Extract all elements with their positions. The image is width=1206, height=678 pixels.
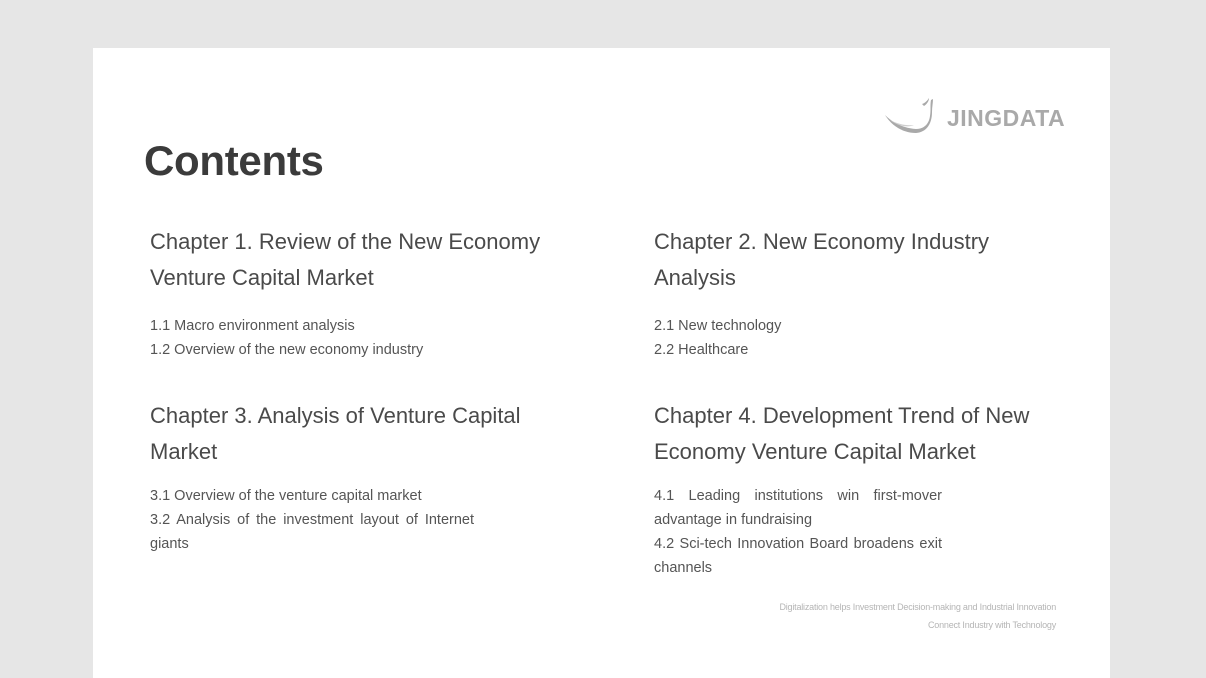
chapter-title: Chapter 1. Review of the New Economy Venture Capital Market (150, 229, 541, 290)
chapter-2 (654, 224, 1054, 362)
section-item: 1.1 Macro environment analysis (150, 318, 355, 334)
chapter-title: Chapter 2. New Economy Industry Analysis (654, 229, 990, 290)
section-item: 3.2 Analysis of the investment layout of Internet giants (150, 512, 474, 552)
slide-page (93, 48, 1110, 678)
chapter-title: Chapter 3. Analysis of Venture Capital Market (150, 403, 521, 464)
footer-line: Digitalization helps Investment Decision-making and Industrial Innovation (779, 602, 1056, 612)
section-list (654, 484, 1054, 580)
whale-icon (884, 98, 944, 138)
brand-logo (884, 98, 1066, 138)
chapter-4 (654, 398, 1054, 580)
section-item: 2.2 Healthcare (654, 342, 749, 358)
section-item: 4.1 Leading institutions win first-mover advantage in fundraising (654, 488, 942, 528)
chapter-3 (150, 398, 550, 556)
section-item: 4.2 Sci-tech Innovation Board broadens exit channels (654, 536, 942, 576)
brand-name: JINGDATA (947, 105, 1066, 131)
footer-tagline (779, 598, 1056, 634)
page-title: Contents (144, 137, 324, 184)
section-list (654, 314, 1054, 362)
section-item: 2.1 New technology (654, 318, 782, 334)
chapter-title: Chapter 4. Development Trend of New Economy Venture Capital Market (654, 403, 1030, 464)
chapter-1 (150, 224, 550, 362)
footer-line: Connect Industry with Technology (927, 620, 1056, 630)
section-list (150, 314, 550, 362)
section-list (150, 484, 550, 556)
section-item: 1.2 Overview of the new economy industry (150, 342, 424, 358)
section-item: 3.1 Overview of the venture capital market (150, 488, 422, 504)
